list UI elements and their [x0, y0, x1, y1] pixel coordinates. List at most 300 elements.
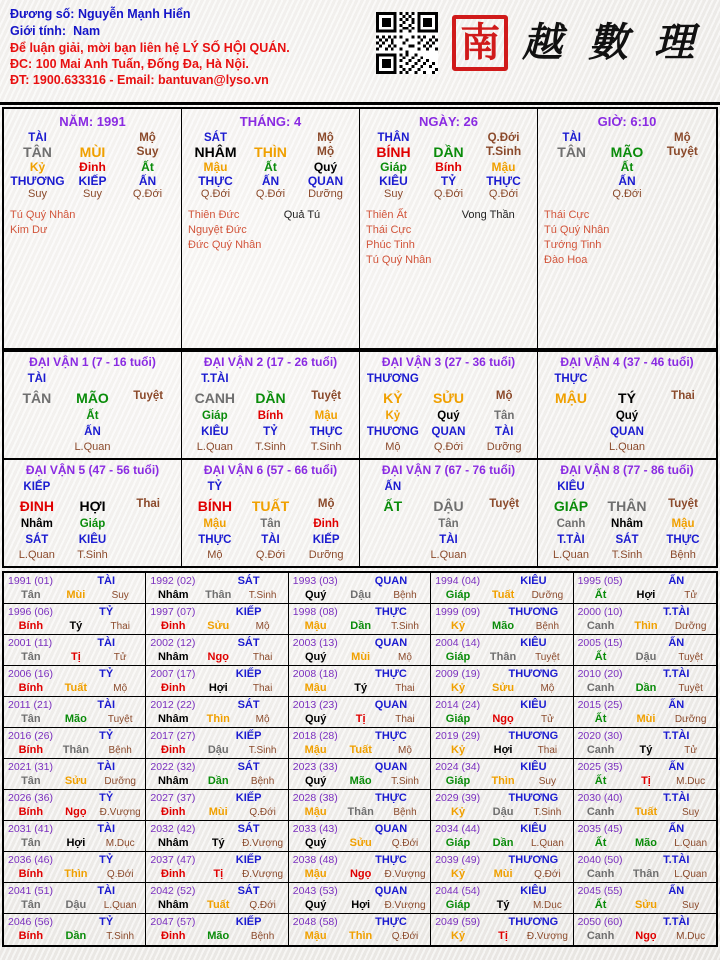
dai-van-spacer2: [655, 479, 711, 496]
year-cell[interactable]: [146, 604, 288, 635]
hidden-ten-god-3: THỰC: [486, 174, 521, 188]
dai-van-life-stage: Mộ: [317, 498, 335, 510]
year-row-bottom: [8, 619, 142, 634]
dai-van-grid: [9, 371, 176, 455]
dai-van-grid: [543, 479, 711, 563]
dai-van-hidden-ten-god-2: KIÊU: [78, 534, 107, 546]
year-row-bottom: [150, 681, 284, 696]
year-branch: Hợi: [66, 837, 86, 849]
year-ten-god: THƯƠNG: [508, 668, 559, 680]
year-branch: Mão: [64, 713, 87, 725]
dai-van-3[interactable]: [360, 352, 538, 458]
dai-van-hidden-ten-god-2: TỶ: [263, 426, 278, 438]
client-info: [10, 6, 290, 88]
year-life-stage: Q.Đới: [534, 869, 561, 880]
dai-van-ten-god: KIẾP: [23, 481, 51, 493]
year-stem: Giáp: [445, 713, 471, 725]
dai-van-hidden-stem-3: [120, 516, 176, 532]
year-life-stage: Đ.Vượng: [99, 807, 141, 818]
year-cell[interactable]: [4, 883, 146, 914]
year-branch: Mão: [207, 930, 230, 942]
year-life-stage: Tử: [113, 652, 127, 663]
year-cell[interactable]: [574, 666, 716, 697]
god-item: Phúc Tinh: [366, 239, 415, 251]
dai-van-hidden-life-stage-3: Dưỡng: [486, 441, 522, 453]
year-row-top: [8, 760, 142, 774]
gods-column-left: [544, 208, 640, 268]
year-life-stage: Bệnh: [250, 776, 275, 787]
year-ten-god: KIẾP: [235, 730, 262, 742]
year-stem: Nhâm: [157, 775, 189, 787]
pillar-life-stage: T.Sinh: [485, 144, 522, 158]
year-branch: Dậu: [635, 651, 657, 663]
dai-van-life-stage: Tuyệt: [311, 390, 342, 402]
year-cell[interactable]: [4, 697, 146, 728]
year-cell[interactable]: [431, 728, 573, 759]
year-cell[interactable]: [146, 697, 288, 728]
year-row-top: [150, 729, 284, 743]
year-cell[interactable]: [4, 728, 146, 759]
year-row-top: [150, 605, 284, 619]
year-label: 2000 (10): [577, 606, 623, 618]
dai-van-grid: [365, 371, 532, 455]
year-row-top: [8, 884, 142, 898]
year-cell[interactable]: [431, 821, 573, 852]
pillar-gods: [10, 208, 175, 238]
year-branch: Sửu: [349, 837, 372, 849]
year-stem: Bính: [18, 744, 44, 756]
year-ten-god: T.TÀI: [663, 730, 690, 742]
dai-van-8[interactable]: [538, 460, 716, 566]
year-label: 2042 (52): [150, 885, 196, 897]
year-row-top: [150, 574, 284, 588]
year-row-top: [435, 729, 569, 743]
year-stem: Ất: [594, 775, 607, 787]
year-cell[interactable]: [431, 759, 573, 790]
dai-van-title: ĐẠI VẬN 5 (47 - 56 tuổi): [25, 463, 160, 477]
year-cell[interactable]: [574, 759, 716, 790]
dai-van-hidden-ten-god-3: THỰC: [666, 534, 700, 546]
year-cell[interactable]: [574, 821, 716, 852]
year-life-stage: Suy: [682, 807, 700, 818]
year-ten-god: THỰC: [375, 606, 407, 618]
dai-van-hidden-ten-god-3: KIẾP: [312, 534, 340, 546]
year-cell[interactable]: [289, 759, 431, 790]
year-life-stage: Q.Đới: [249, 807, 276, 818]
qr-code-icon[interactable]: [376, 12, 438, 74]
year-life-stage: T.Sinh: [391, 776, 419, 787]
year-row-bottom: [435, 774, 569, 789]
year-ten-god: QUAN: [374, 823, 408, 835]
year-label: 2006 (16): [8, 668, 53, 680]
year-cell[interactable]: [431, 914, 573, 945]
year-branch: Sửu: [207, 620, 230, 632]
hidden-ten-god-2: ẤN: [261, 174, 280, 188]
year-row-bottom: [150, 774, 284, 789]
year-cell[interactable]: [289, 697, 431, 728]
year-cell[interactable]: [431, 604, 573, 635]
dai-van-title: ĐẠI VẬN 7 (67 - 76 tuổi): [381, 463, 516, 477]
year-branch: Mùi: [636, 713, 656, 725]
dai-van-4[interactable]: [538, 352, 716, 458]
year-row-bottom: [293, 774, 427, 789]
dai-van-5[interactable]: [4, 460, 182, 566]
year-ten-god: TÀI: [97, 699, 116, 711]
year-cell[interactable]: [4, 821, 146, 852]
dai-van-hidden-ten-god-2: ẤN: [84, 426, 101, 438]
pillar-grid: [366, 132, 531, 200]
dai-van-ten-god: TỶ: [207, 481, 223, 493]
year-cell[interactable]: [431, 852, 573, 883]
year-cell[interactable]: [146, 914, 288, 945]
year-cell[interactable]: [146, 666, 288, 697]
year-ten-god: QUAN: [374, 885, 408, 897]
dai-van-hidden-ten-god-3: THỰC: [309, 426, 343, 438]
dai-van-hidden-stem-1: [365, 516, 421, 532]
pillar-life-stage: Mộ: [316, 144, 335, 158]
year-row-top: [435, 574, 569, 588]
dai-van-hidden-stem-1: [543, 408, 599, 424]
dai-van-spacer2: [298, 479, 354, 496]
year-cell[interactable]: [574, 914, 716, 945]
dai-van-grid: [187, 479, 354, 563]
year-stem: Bính: [18, 682, 44, 694]
dai-van-branch: HỢI: [79, 498, 106, 514]
year-life-stage: Đ.Vượng: [384, 900, 426, 911]
year-cell[interactable]: [4, 759, 146, 790]
year-cell[interactable]: [146, 573, 288, 604]
year-ten-god: SÁT: [237, 575, 260, 587]
year-row-bottom: [435, 743, 569, 758]
dai-van-1[interactable]: [4, 352, 182, 458]
year-label: 2024 (34): [435, 761, 481, 773]
year-ten-god: QUAN: [374, 699, 408, 711]
year-stem: Quý: [304, 651, 327, 663]
year-label: 2027 (37): [150, 792, 196, 804]
year-row-top: [435, 760, 569, 774]
year-ten-god: TÀI: [97, 823, 116, 835]
year-branch: Ngọ: [635, 930, 657, 942]
year-branch: Hợi: [351, 899, 371, 911]
dai-van-life-stage: Tuyệt: [489, 498, 520, 510]
dai-van-hidden-life-stage-3: [120, 548, 176, 563]
year-cell[interactable]: [4, 914, 146, 945]
year-row-bottom: [293, 836, 427, 851]
year-row-top: [435, 822, 569, 836]
year-row-top: [293, 791, 427, 805]
hidden-life-stage-3: Q.Đới: [488, 188, 519, 200]
year-stem: Tân: [21, 589, 41, 601]
year-life-stage: Suy: [538, 776, 556, 787]
year-life-stage: L.Quan: [103, 900, 137, 911]
year-ten-god: TÀI: [97, 575, 116, 587]
year-cell[interactable]: [289, 790, 431, 821]
hidden-ten-god-3: [655, 174, 710, 188]
year-life-stage: Đ.Vượng: [242, 838, 284, 849]
dai-van-stem: GIÁP: [553, 498, 589, 514]
dai-van-spacer2: [120, 479, 176, 496]
year-ten-god: T.TÀI: [663, 668, 690, 680]
year-label: 1999 (09): [435, 606, 481, 618]
year-cell[interactable]: [4, 790, 146, 821]
year-ten-god: KIẾP: [235, 668, 262, 680]
year-cell[interactable]: [289, 573, 431, 604]
year-cell[interactable]: [146, 635, 288, 666]
dai-van-hidden-stem-2: Quý: [437, 410, 460, 422]
year-branch: Tý: [211, 837, 225, 849]
year-cell[interactable]: [4, 573, 146, 604]
pillar-heavenly-stem: BÍNH: [376, 144, 411, 160]
year-label: 2049 (59): [435, 916, 481, 928]
year-row-bottom: [578, 929, 713, 944]
dai-van-hidden-ten-god-3: [120, 532, 176, 548]
year-branch: Dần: [65, 930, 87, 942]
dai-van-spacer2: [476, 371, 532, 388]
year-label: 2005 (15): [577, 637, 623, 649]
hidden-life-stage-2: Suy: [83, 188, 102, 200]
dai-van-hidden-ten-god-1: KIÊU: [201, 426, 229, 438]
year-ten-god: T.TÀI: [663, 606, 690, 618]
year-branch: Mão: [634, 837, 657, 849]
year-ten-god: KIẾP: [235, 606, 262, 618]
dai-van-branch: SỬU: [432, 390, 465, 406]
year-cell[interactable]: [146, 728, 288, 759]
year-branch: Tuất: [64, 682, 88, 694]
pillar-heavenly-stem: TÂN: [557, 144, 587, 160]
year-ten-god: THỰC: [375, 792, 407, 804]
year-cell[interactable]: [146, 821, 288, 852]
dai-van-hidden-life-stage-1: Mộ: [385, 441, 401, 453]
pillar-ten-god-top: TÀI: [562, 132, 581, 144]
year-cell[interactable]: [289, 852, 431, 883]
year-branch: Thìn: [349, 930, 373, 942]
year-branch: Thìn: [206, 713, 230, 725]
dai-van-spacer: [65, 479, 121, 496]
year-ten-god: THƯƠNG: [508, 792, 559, 804]
year-branch: Mùi: [66, 589, 86, 601]
hidden-life-stage-1: Suy: [384, 188, 403, 200]
year-row-top: [578, 822, 713, 836]
year-ten-god: THƯƠNG: [508, 730, 559, 742]
year-label: 2035 (45): [577, 823, 623, 835]
year-cell[interactable]: [574, 728, 716, 759]
year-cell[interactable]: [146, 759, 288, 790]
year-stem: Canh: [586, 682, 615, 694]
year-row-top: [578, 853, 713, 867]
year-life-stage: T.Sinh: [533, 807, 562, 818]
year-cell[interactable]: [289, 914, 431, 945]
year-life-stage: Mộ: [540, 683, 555, 694]
year-ten-god: KIÊU: [520, 823, 547, 835]
year-cell[interactable]: [431, 635, 573, 666]
year-branch: Hợi: [493, 744, 513, 756]
year-row-top: [8, 822, 142, 836]
year-cell[interactable]: [4, 604, 146, 635]
year-branch: Mùi: [208, 806, 228, 818]
gods-column-left: [366, 208, 462, 268]
year-row-top: [150, 760, 284, 774]
year-branch: Tý: [496, 899, 510, 911]
dai-van-6[interactable]: [182, 460, 360, 566]
dai-van-ten-god: THƯƠNG: [366, 373, 419, 385]
year-life-stage: Mộ: [398, 652, 412, 663]
year-cell[interactable]: [4, 635, 146, 666]
dai-van-hidden-stem-2: Tân: [260, 518, 281, 530]
year-stem: Đinh: [161, 744, 186, 756]
year-cell[interactable]: [574, 573, 716, 604]
year-row-bottom: [150, 867, 284, 882]
year-branch: Dậu: [350, 589, 372, 601]
year-ten-god: TÀI: [97, 637, 116, 649]
year-label: 2012 (22): [150, 699, 196, 711]
year-life-stage: Q.Đới: [391, 838, 419, 849]
year-branch: Thân: [489, 651, 517, 663]
year-life-stage: T.Sinh: [391, 621, 419, 632]
dai-van-hidden-stem-3: [476, 516, 532, 532]
god-item: Tướng Tinh: [544, 239, 602, 251]
dai-van-spacer: [599, 371, 655, 388]
year-stem: Canh: [586, 930, 615, 942]
year-row-bottom: [578, 588, 713, 603]
page-header: [0, 0, 720, 100]
year-label: 2001 (11): [8, 637, 53, 649]
pillar-gods: [544, 208, 710, 268]
dai-van-title: ĐẠI VẬN 4 (37 - 46 tuổi): [560, 355, 694, 369]
year-cell[interactable]: [574, 635, 716, 666]
year-cell[interactable]: [289, 728, 431, 759]
year-row-top: [8, 791, 142, 805]
year-branch: Mão: [492, 620, 515, 632]
year-cell[interactable]: [146, 852, 288, 883]
year-row-bottom: [150, 650, 284, 665]
year-life-stage: M.Dục: [532, 900, 562, 911]
year-branch: Thân: [632, 868, 660, 880]
dai-van-stem: TÂN: [22, 390, 52, 406]
dai-van-ten-god: ẤN: [384, 481, 402, 493]
dai-van-spacer: [65, 371, 121, 388]
year-cell[interactable]: [431, 666, 573, 697]
year-row-bottom: [8, 898, 142, 913]
year-ten-god: SÁT: [237, 637, 260, 649]
year-row-bottom: [293, 743, 427, 758]
year-row-bottom: [8, 836, 142, 851]
dai-van-hidden-life-stage-3: [120, 440, 176, 455]
year-branch: Tuất: [491, 589, 515, 601]
year-cell[interactable]: [289, 666, 431, 697]
year-cell[interactable]: [431, 790, 573, 821]
year-stem: Kỷ: [451, 682, 466, 694]
year-cell[interactable]: [289, 883, 431, 914]
dai-van-hidden-life-stage-2: L.Quan: [608, 441, 646, 453]
year-cell[interactable]: [4, 852, 146, 883]
year-label: 1998 (08): [292, 606, 338, 618]
dai-van-ten-god: TÀI: [27, 373, 47, 385]
year-cell[interactable]: [431, 697, 573, 728]
year-cell[interactable]: [574, 883, 716, 914]
dai-van-2[interactable]: [182, 352, 360, 458]
year-label: 2013 (23): [292, 699, 338, 711]
year-row-bottom: [578, 681, 713, 696]
year-ten-god: SÁT: [237, 885, 260, 897]
year-ten-god: ẤN: [668, 575, 685, 587]
year-branch: Dần: [207, 775, 229, 787]
pillar-title: THÁNG: 4: [239, 114, 302, 129]
pillar-earthly-branch: THÌN: [254, 144, 287, 160]
hidden-stem-2: Bính: [435, 160, 462, 174]
pillar-ten-god-top: THÂN: [377, 132, 410, 144]
year-life-stage: Đ.Vượng: [384, 869, 426, 880]
year-cell[interactable]: [574, 697, 716, 728]
year-ten-god: KIẾP: [235, 792, 262, 804]
god-item: Đào Hoa: [544, 254, 588, 266]
year-cell[interactable]: [574, 852, 716, 883]
year-stem: Mậu: [304, 806, 327, 818]
year-ten-god: T.TÀI: [663, 916, 690, 928]
dai-van-branch: THÂN: [607, 498, 647, 514]
year-life-stage: Suy: [111, 590, 129, 601]
year-stem: Bính: [18, 930, 44, 942]
year-label: 2018 (28): [292, 730, 338, 742]
year-life-stage: T.Sinh: [248, 745, 277, 756]
year-cell[interactable]: [431, 883, 573, 914]
dai-van-7[interactable]: [360, 460, 538, 566]
year-row-bottom: [150, 619, 284, 634]
hidden-ten-god-1: [544, 174, 599, 188]
year-branch: Tuất: [634, 806, 658, 818]
year-stem: Quý: [304, 837, 327, 849]
year-cell[interactable]: [289, 604, 431, 635]
year-stem: Mậu: [304, 868, 327, 880]
year-life-stage: Mộ: [398, 745, 412, 756]
year-label: 2050 (60): [577, 916, 623, 928]
year-label: 2026 (36): [8, 792, 53, 804]
year-ten-god: SÁT: [237, 823, 260, 835]
year-stem: Quý: [304, 775, 327, 787]
year-cell[interactable]: [289, 821, 431, 852]
year-stem: Quý: [304, 899, 327, 911]
year-cell[interactable]: [289, 635, 431, 666]
year-row-bottom: [293, 898, 427, 913]
year-cell[interactable]: [146, 790, 288, 821]
year-cell[interactable]: [146, 883, 288, 914]
year-row-top: [578, 884, 713, 898]
year-cell[interactable]: [4, 666, 146, 697]
year-life-stage: Tuyệt: [107, 714, 133, 725]
year-ten-god: KIÊU: [520, 699, 547, 711]
year-stem: Giáp: [445, 775, 471, 787]
year-branch: Tị: [213, 868, 224, 880]
year-cell[interactable]: [574, 790, 716, 821]
pillar-state-top: Mộ: [674, 132, 691, 144]
year-cell[interactable]: [574, 604, 716, 635]
year-ten-god: THỰC: [375, 916, 407, 928]
year-life-stage: Q.Đới: [249, 900, 276, 911]
year-label: 2019 (29): [435, 730, 481, 742]
pillar-spacer: [421, 132, 476, 144]
year-stem: Bính: [18, 868, 44, 880]
year-ten-god: TỶ: [99, 668, 114, 680]
year-stem: Quý: [304, 713, 327, 725]
pillar-earthly-branch: MÙI: [79, 144, 106, 160]
hidden-life-stage-1: Suy: [28, 188, 47, 200]
year-stem: Giáp: [445, 899, 471, 911]
year-row-top: [8, 915, 142, 929]
year-branch: Thìn: [634, 620, 658, 632]
year-cell[interactable]: [431, 573, 573, 604]
year-label: 2023 (33): [292, 761, 338, 773]
pillar-title: NGÀY: 26: [419, 114, 478, 129]
year-branch: Tý: [354, 682, 368, 694]
